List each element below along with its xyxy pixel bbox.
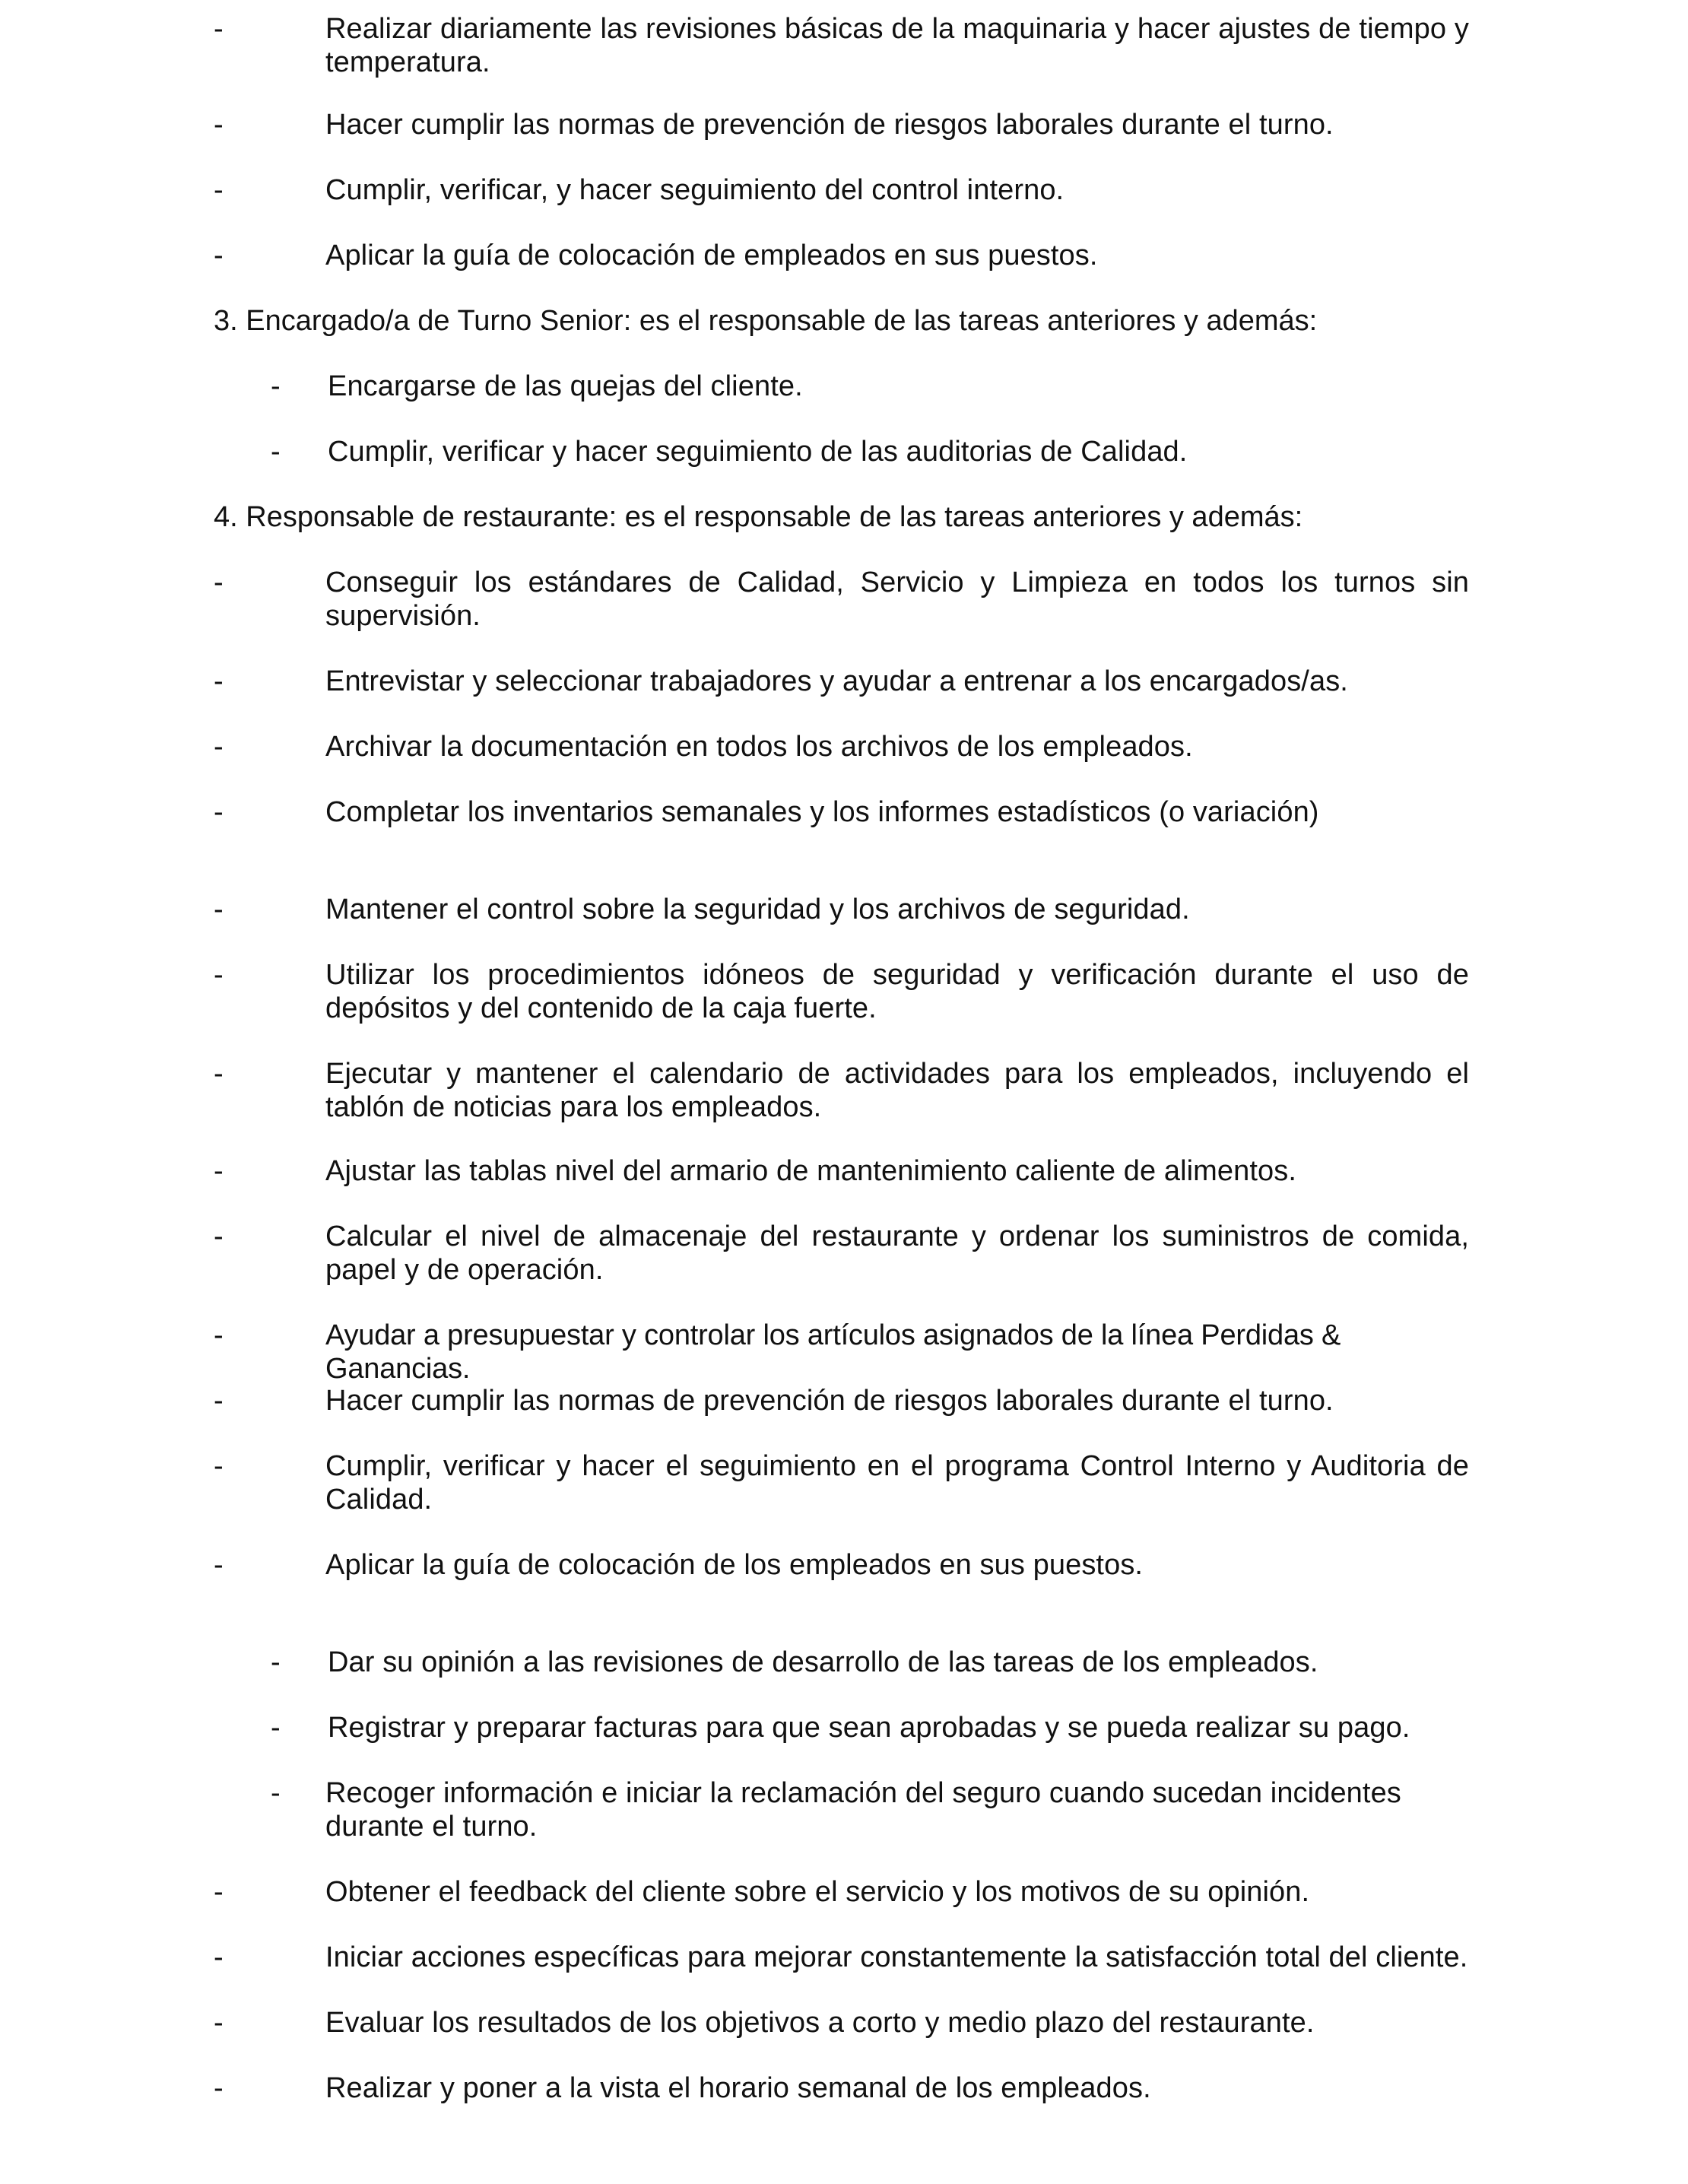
bullet-dash: -: [214, 1221, 224, 1252]
list-item-text: Aplicar la guía de colocación de los empleados en sus puestos.: [325, 1549, 1144, 1581]
list-item-text: Iniciar acciones específicas para mejorar constantemente la satisfacción total del cliente.: [325, 1941, 1468, 1973]
list-item-text: Evaluar los resultados de los objetivos a corto y medio plazo del restaurante.: [325, 2007, 1315, 2039]
bullet-dash: -: [214, 1385, 224, 1417]
bullet-dash: -: [214, 894, 224, 925]
bullet-dash: -: [271, 370, 281, 402]
list-item-text: Encargarse de las quejas del cliente.: [328, 370, 803, 402]
section-heading-restaurant: 4. Responsable de restaurante: es el responsable de las tareas anteriores y además:: [214, 501, 1303, 533]
list-item-text: Ajustar las tablas nivel del armario de mantenimiento caliente de alimentos.: [325, 1155, 1297, 1187]
bullet-dash: -: [214, 13, 224, 45]
bullet-dash: -: [214, 567, 224, 598]
list-item-text: Calcular el nivel de almacenaje del restaurante y ordenar los suministros de comida, papel y de operación.: [325, 1221, 1469, 1286]
list-item-text: Realizar diariamente las revisiones básicas de la maquinaria y hacer ajustes de tiempo y temperatura.: [325, 13, 1469, 78]
list-item-text: Realizar y poner a la vista el horario semanal de los empleados.: [325, 2072, 1151, 2104]
list-item-text: Entrevistar y seleccionar trabajadores y ayudar a entrenar a los encargados/as.: [325, 665, 1348, 697]
bullet-dash: -: [214, 665, 224, 697]
list-item-text: Ayudar a presupuestar y controlar los artículos asignados de la línea Perdidas & Ganancias.: [325, 1319, 1341, 1385]
bullet-dash: -: [214, 796, 224, 828]
list-item-text: Cumplir, verificar, y hacer seguimiento del control interno.: [325, 174, 1065, 206]
bullet-dash: -: [214, 1549, 224, 1581]
list-item-text: Conseguir los estándares de Calidad, Servicio y Limpieza en todos los turnos sin supervisión.: [325, 567, 1469, 632]
bullet-dash: -: [214, 731, 224, 763]
bullet-dash: -: [214, 1876, 224, 1908]
list-item-text: Cumplir, verificar y hacer el seguimiento en el programa Control Interno y Auditoria de Calidad.: [325, 1450, 1469, 1516]
bullet-dash: -: [271, 1646, 281, 1678]
bullet-dash: -: [214, 1155, 224, 1187]
list-item-text: Hacer cumplir las normas de prevención de riesgos laborales durante el turno.: [325, 109, 1334, 141]
bullet-dash: -: [271, 1777, 281, 1809]
list-item-text: Aplicar la guía de colocación de empleados en sus puestos.: [325, 240, 1098, 271]
bullet-dash: -: [214, 1941, 224, 1973]
list-item-text: Archivar la documentación en todos los archivos de los empleados.: [325, 731, 1193, 763]
bullet-dash: -: [214, 1319, 224, 1351]
bullet-dash: -: [214, 109, 224, 141]
list-item-text: Dar su opinión a las revisiones de desarrollo de las tareas de los empleados.: [328, 1646, 1318, 1678]
bullet-dash: -: [214, 959, 224, 991]
list-item-text: Obtener el feedback del cliente sobre el servicio y los motivos de su opinión.: [325, 1876, 1310, 1908]
list-item-text: Cumplir, verificar y hacer seguimiento de las auditorias de Calidad.: [328, 436, 1188, 468]
bullet-dash: -: [271, 1712, 281, 1744]
bullet-dash: -: [214, 1450, 224, 1482]
list-item-text: Completar los inventarios semanales y los informes estadísticos (o variación): [325, 796, 1319, 828]
bullet-dash: -: [214, 1058, 224, 1090]
list-item-text: Registrar y preparar facturas para que sean aprobadas y se pueda realizar su pago.: [328, 1712, 1410, 1744]
bullet-dash: -: [214, 2072, 224, 2104]
list-item-text: Recoger información e iniciar la reclamación del seguro cuando sucedan incidentes durante el turno.: [325, 1777, 1401, 1843]
bullet-dash: -: [214, 174, 224, 206]
list-item-text: Ejecutar y mantener el calendario de actividades para los empleados, incluyendo el tablón de noticias para los empleados.: [325, 1058, 1469, 1123]
list-item-text: Utilizar los procedimientos idóneos de seguridad y verificación durante el uso de depósitos y del contenido de la caja fuerte.: [325, 959, 1469, 1024]
bullet-dash: -: [214, 2007, 224, 2039]
list-item-text: Mantener el control sobre la seguridad y los archivos de seguridad.: [325, 894, 1190, 925]
list-item-text: Hacer cumplir las normas de prevención de riesgos laborales durante el turno.: [325, 1385, 1334, 1417]
bullet-dash: -: [214, 240, 224, 271]
section-heading-senior: 3. Encargado/a de Turno Senior: es el responsable de las tareas anteriores y además:: [214, 305, 1318, 337]
bullet-dash: -: [271, 436, 281, 468]
